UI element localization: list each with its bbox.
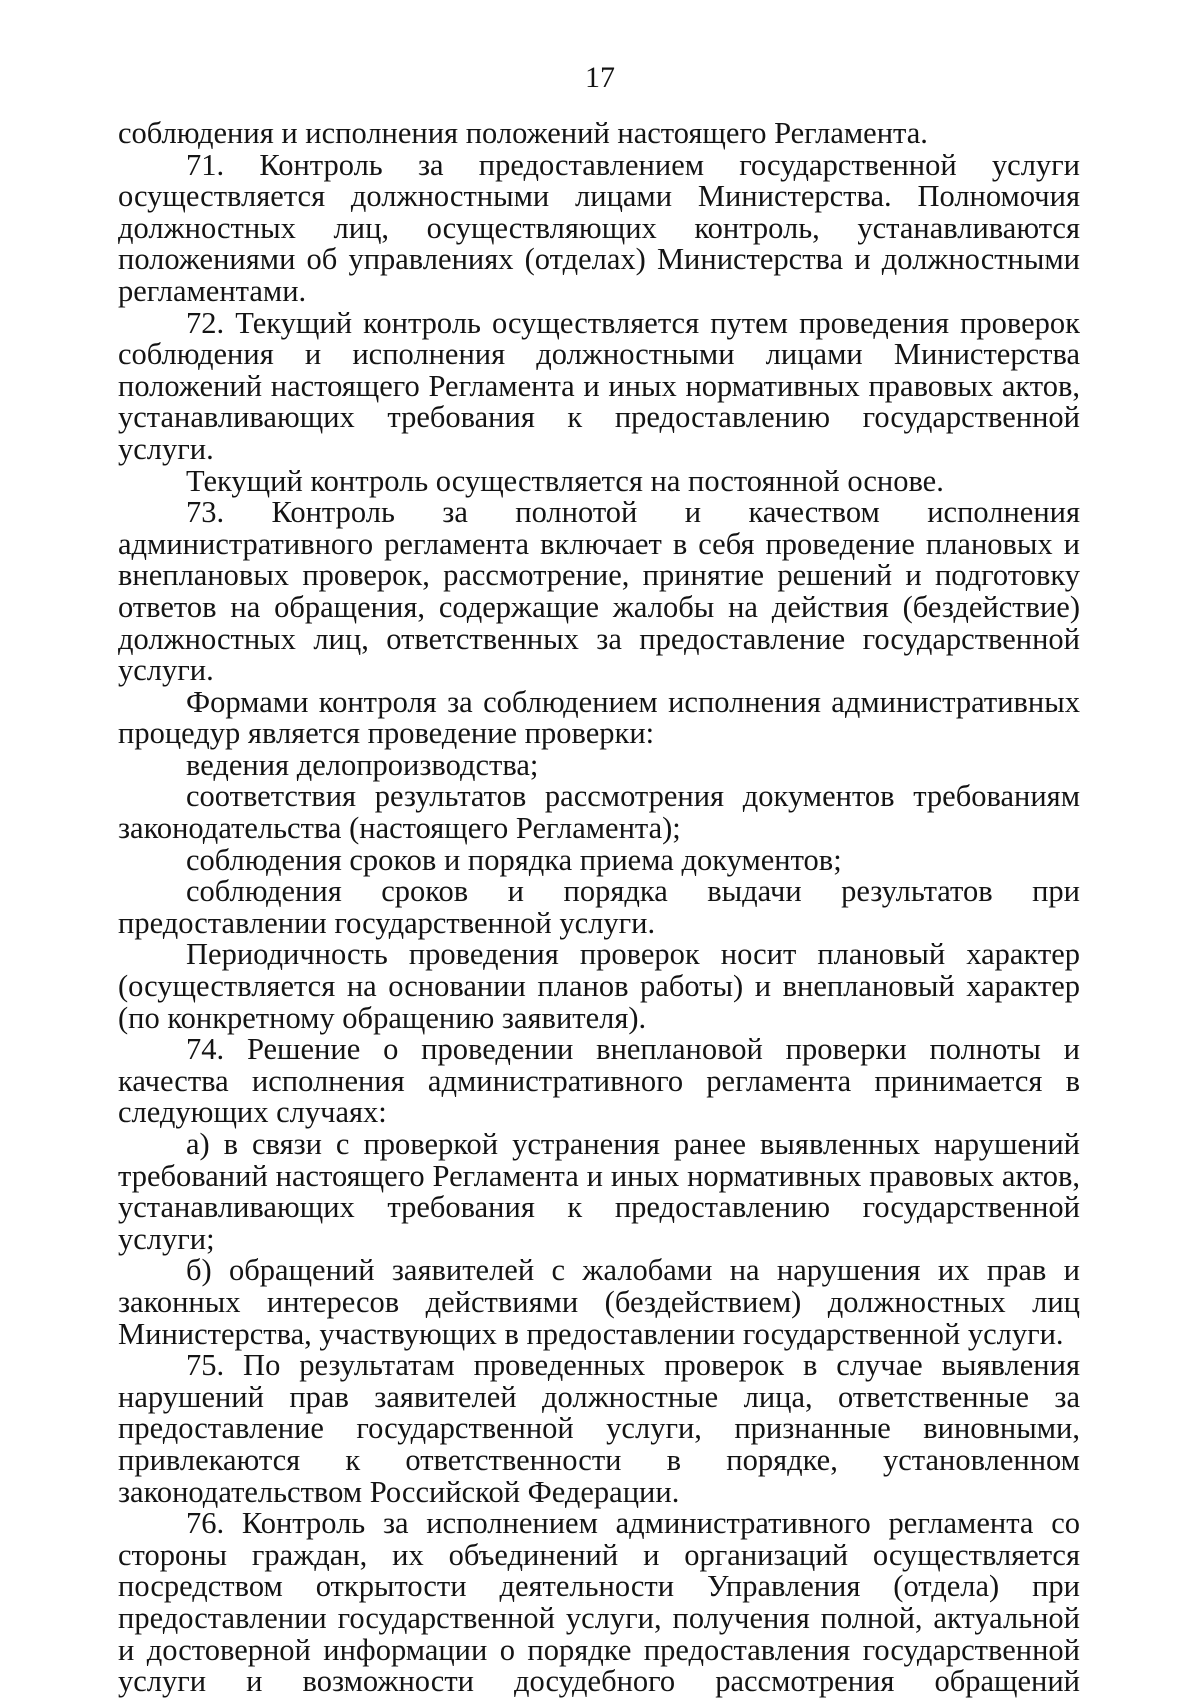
list-item-compliance: соответствия результатов рассмотрения документов требованиям законодательства (настоящего Регламента); [118, 779, 1080, 846]
paragraph-continuation: соблюдения и исполнения положений настоящего Регламента. [118, 116, 928, 150]
paragraph-71: 71. Контроль за предоставлением государственной услуги осуществляется должностными лицами Министерства. Полномочия должностных лиц, осуществляющих контроль, устанавливаются положениями об управлениях (отделах) Министерства и должностными регламентами. [118, 147, 1080, 308]
paragraph-72: 72. Текущий контроль осуществляется путем проведения проверок соблюдения и исполнения должностными лицами Министерства положений настоящего Регламента и иных нормативных правовых актов, устанавливающих требования к предоставлению государственной услуги. [118, 305, 1080, 466]
paragraph-74: 74. Решение о проведении внеплановой проверки полноты и качества исполнения административного регламента принимается в следующих случаях: [118, 1032, 1080, 1130]
list-item-acceptance-terms: соблюдения сроков и порядка приема документов; [186, 842, 842, 877]
paragraph-control-forms: Формами контроля за соблюдением исполнения административных процедур является проведение проверки: [118, 684, 1080, 751]
page-number: 17 [585, 61, 615, 94]
list-item-b: б) обращений заявителей с жалобами на нарушения их прав и законных интересов действиями (бездействием) должностных лиц Министерства, участвующих в предоставлении государственной услуги. [118, 1253, 1080, 1351]
paragraph-73: 73. Контроль за полнотой и качеством исполнения административного регламента включает в себя проведение плановых и внеплановых проверок, рассмотрение, принятие решений и подготовку ответов на обращения, содержащие жалобы на действия (бездействие) должностных лиц, ответственных за предоставление государственной услуги. [118, 495, 1080, 688]
list-item-record-keeping: ведения делопроизводства; [186, 747, 539, 782]
list-item-a: а) в связи с проверкой устранения ранее выявленных нарушений требований настоящего Регламента и иных нормативных правовых актов, устанавливающих требования к предоставлению государственной услуги; [118, 1127, 1080, 1256]
paragraph-76: 76. Контроль за исполнением административного регламента со стороны граждан, их объединений и организаций осуществляется посредством открытости деятельности Управления (отдела) при предоставлении государственной услуги, получения полной, актуальной и достоверной информации о порядке предоставления государственной услуги и возможности досудебного рассмотрения обращений [118, 1506, 1080, 1698]
paragraph-current-control: Текущий контроль осуществляется на постоянной основе. [186, 463, 944, 498]
document-body [118, 118, 1080, 1698]
list-item-issuance-terms: соблюдения сроков и порядка выдачи результатов при предоставлении государственной услуги. [118, 874, 1080, 940]
paragraph-75: 75. По результатам проведенных проверок в случае выявления нарушений прав заявителей должностные лица, ответственные за предоставление государственной услуги, признанные виновными, привлекаются к ответственности в порядке, установленном законодательством Российской Федерации. [118, 1348, 1080, 1509]
paragraph-periodicity: Периодичность проведения проверок носит плановый характер (осуществляется на основании планов работы) и внеплановый характер (по конкретному обращению заявителя). [118, 937, 1080, 1035]
